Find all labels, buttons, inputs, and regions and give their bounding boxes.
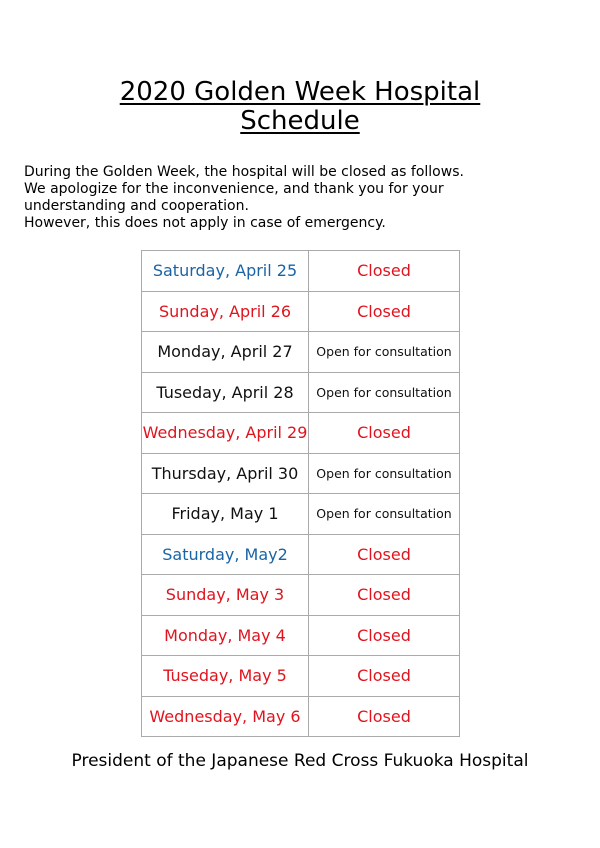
date-cell: Monday, May 4	[142, 615, 309, 656]
date-cell: Wednesday, April 29	[142, 413, 309, 454]
table-row	[142, 534, 460, 575]
status-cell: Closed	[309, 696, 460, 737]
table-row	[142, 656, 460, 697]
date-cell: Thursday, April 30	[142, 453, 309, 494]
intro-line: We apologize for the inconvenience, and thank you for your	[24, 181, 444, 197]
table-row	[142, 291, 460, 332]
table-row	[142, 413, 460, 454]
status-cell: Closed	[309, 656, 460, 697]
status-cell: Open for consultation	[309, 453, 460, 494]
intro-line: However, this does not apply in case of emergency.	[24, 215, 386, 231]
table-row	[142, 575, 460, 616]
date-cell: Sunday, April 26	[142, 291, 309, 332]
status-cell: Closed	[309, 534, 460, 575]
status-cell: Open for consultation	[309, 494, 460, 535]
status-cell: Closed	[309, 615, 460, 656]
date-cell: Friday, May 1	[142, 494, 309, 535]
page-title	[0, 78, 600, 136]
status-cell: Closed	[309, 413, 460, 454]
table-row	[142, 251, 460, 292]
intro-paragraph	[24, 164, 584, 232]
title-line-1: 2020 Golden Week Hospital	[119, 77, 481, 107]
title-line-2: Schedule	[240, 106, 360, 136]
table-row	[142, 615, 460, 656]
signature: President of the Japanese Red Cross Fukuoka Hospital	[71, 751, 529, 771]
table-row	[142, 453, 460, 494]
table-row	[142, 494, 460, 535]
date-cell: Saturday, April 25	[142, 251, 309, 292]
status-cell: Open for consultation	[309, 372, 460, 413]
date-cell: Tuseday, May 5	[142, 656, 309, 697]
date-cell: Tuseday, April 28	[142, 372, 309, 413]
table-row	[142, 332, 460, 373]
date-cell: Saturday, May2	[142, 534, 309, 575]
table-row	[142, 696, 460, 737]
table-row	[142, 372, 460, 413]
intro-line: understanding and cooperation.	[24, 198, 249, 214]
status-cell: Closed	[309, 251, 460, 292]
schedule-table	[141, 250, 460, 737]
status-cell: Open for consultation	[309, 332, 460, 373]
date-cell: Monday, April 27	[142, 332, 309, 373]
status-cell: Closed	[309, 291, 460, 332]
status-cell: Closed	[309, 575, 460, 616]
date-cell: Sunday, May 3	[142, 575, 309, 616]
intro-line: During the Golden Week, the hospital will be closed as follows.	[24, 164, 464, 180]
date-cell: Wednesday, May 6	[142, 696, 309, 737]
